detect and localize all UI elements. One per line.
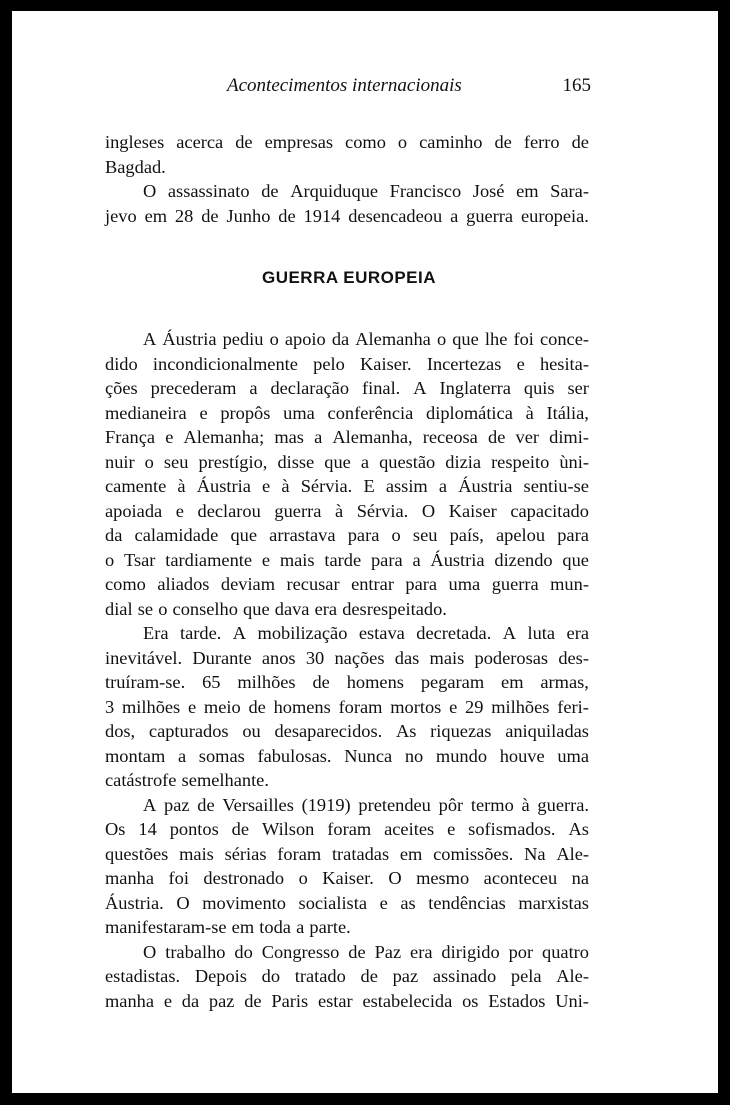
text-line: A paz de Versailles (1919) pretendeu pôr termo à guerra. bbox=[143, 794, 589, 815]
text-line: França e Alemanha; mas a Alemanha, receosa de ver dimi- bbox=[105, 427, 589, 447]
opening-text bbox=[105, 130, 589, 228]
text-line: Os 14 pontos de Wilson foram aceites e sofismados. As bbox=[105, 819, 589, 839]
text-line: como aliados deviam recusar entrar para uma guerra mun- bbox=[105, 574, 589, 594]
text-line: dos, capturados ou desaparecidos. As riquezas aniquiladas bbox=[105, 721, 589, 741]
section-body bbox=[105, 327, 589, 1013]
text-line: questões mais sérias foram tratadas em comissões. Na Ale- bbox=[105, 843, 589, 864]
text-line: O assassinato de Arquiduque Francisco José em Sara- bbox=[143, 181, 589, 201]
book-page bbox=[12, 11, 718, 1093]
text-line: catástrofe semelhante. bbox=[105, 770, 269, 790]
text-line: A Áustria pediu o apoio da Alemanha o que lhe foi conce- bbox=[143, 329, 589, 349]
text-line: ingleses acerca de empresas como o caminho de ferro de bbox=[105, 132, 589, 152]
text-line: medianeira e propôs uma conferência diplomática à Itália, bbox=[105, 402, 589, 423]
text-line: O trabalho do Congresso de Paz era dirigido por quatro bbox=[143, 941, 589, 962]
text-line: jevo em 28 de Junho de 1914 desencadeou a guerra europeia. bbox=[105, 205, 589, 226]
text-line: dido incondicionalmente pelo Kaiser. Incertezas e hesita- bbox=[105, 353, 589, 374]
page-number: 165 bbox=[562, 75, 591, 96]
page-header bbox=[107, 73, 591, 101]
text-line: Áustria. O movimento socialista e as tendências marxistas bbox=[105, 892, 589, 913]
text-line: camente à Áustria e à Sérvia. E assim a Áustria sentiu-se bbox=[105, 476, 589, 496]
text-line: nuir o seu prestígio, disse que a questão dizia respeito ùni- bbox=[105, 451, 589, 472]
section-heading: GUERRA EUROPEIA bbox=[261, 268, 437, 287]
text-line: o Tsar tardiamente e mais tarde para a Áustria dizendo que bbox=[105, 549, 589, 570]
text-line: estadistas. Depois do tratado de paz assinado pela Ale- bbox=[105, 966, 589, 986]
text-line: manha foi destronado o Kaiser. O mesmo aconteceu na bbox=[105, 868, 589, 888]
text-line: 3 milhões e meio de homens foram mortos e 29 milhões feri- bbox=[105, 696, 589, 717]
text-line: apoiada e declarou guerra à Sérvia. O Kaiser capacitado bbox=[105, 500, 589, 521]
text-line: manha e da paz de Paris estar estabelecida os Estados Uni- bbox=[105, 990, 589, 1011]
text-line: truíram-se. 65 milhões de homens pegaram em armas, bbox=[105, 672, 589, 692]
text-line: da calamidade que arrastava para o seu país, apelou para bbox=[105, 525, 589, 545]
text-line: inevitável. Durante anos 30 nações das mais poderosas des- bbox=[105, 647, 589, 668]
text-line: manifestaram-se em toda a parte. bbox=[105, 917, 351, 937]
text-line: ções precederam a declaração final. A Inglaterra quis ser bbox=[105, 378, 589, 398]
text-line: Era tarde. A mobilização estava decretada. A luta era bbox=[143, 623, 589, 643]
running-title: Acontecimentos internacionais bbox=[227, 75, 462, 96]
text-line: montam a somas fabulosas. Nunca no mundo houve uma bbox=[105, 745, 589, 766]
text-line: Bagdad. bbox=[105, 156, 166, 177]
text-line: dial se o conselho que dava era desrespeitado. bbox=[105, 598, 447, 619]
